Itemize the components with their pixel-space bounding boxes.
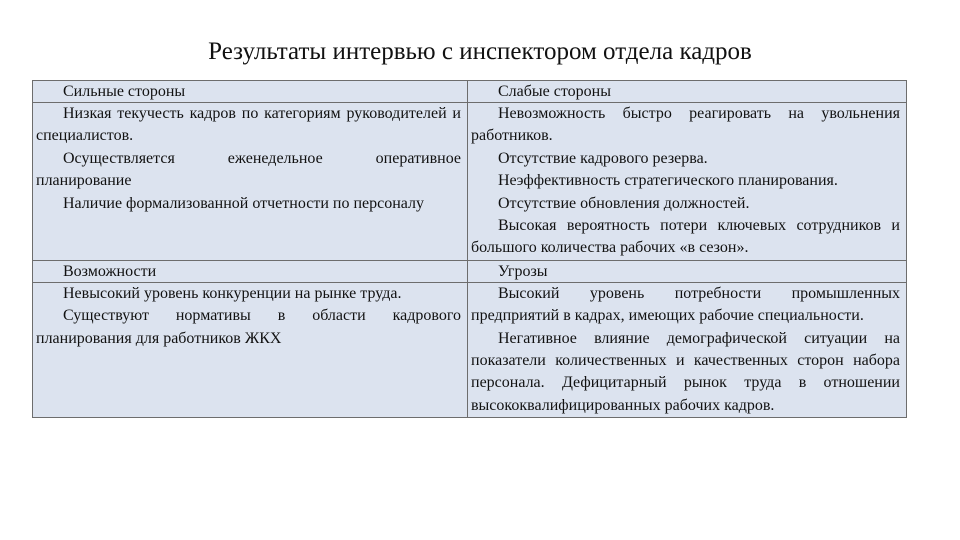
- weakness-item: Высокая вероятность потери ключевых сотрудников и большого количества рабочих «в сезон».: [471, 217, 900, 257]
- opportunities-header: Возможности: [63, 262, 157, 280]
- opportunity-item: Существуют нормативы в области кадрового планирования для работников ЖКХ: [36, 307, 461, 347]
- weaknesses-header: Слабые стороны: [498, 83, 611, 100]
- threats-cell: [468, 282, 907, 417]
- strength-item: Осуществляется еженедельное оперативное планирование: [36, 149, 461, 190]
- opportunity-item: Невысокий уровень конкуренции на рынке труда.: [63, 284, 402, 302]
- strengths-cell: [33, 103, 468, 261]
- strength-item: Наличие формализованной отчетности по персоналу: [63, 194, 424, 212]
- opportunities-cell: [33, 282, 468, 417]
- weakness-item: Невозможность быстро реагировать на увольнения работников.: [471, 105, 900, 145]
- table-row: [33, 282, 907, 417]
- table-row: [33, 81, 907, 103]
- threats-header-cell: [468, 260, 907, 282]
- threats-header: Угрозы: [498, 262, 548, 280]
- weaknesses-header-cell: [468, 81, 907, 103]
- strengths-header: Сильные стороны: [63, 83, 186, 100]
- weakness-item: Отсутствие кадрового резерва.: [498, 149, 708, 167]
- swot-table: [32, 80, 907, 418]
- threat-item: Негативное влияние демографической ситуации на показатели количественных и качественных сторон набора персонала. Дефицитарный рынок труда в отношении высококвалифицированных рабочих кадров.: [471, 329, 900, 414]
- weaknesses-cell: [468, 103, 907, 261]
- strengths-header-cell: [33, 81, 468, 103]
- opportunities-header-cell: [33, 260, 468, 282]
- threat-item: Высокий уровень потребности промышленных предприятий в кадрах, имеющих рабочие специальности.: [471, 284, 900, 325]
- table-row: [33, 260, 907, 282]
- table-row: [33, 103, 907, 261]
- strength-item: Низкая текучесть кадров по категориям руководителей и специалистов.: [36, 105, 461, 145]
- weakness-item: Отсутствие обновления должностей.: [498, 194, 750, 212]
- page-title: Результаты интервью с инспектором отдела кадров: [208, 38, 752, 65]
- weakness-item: Неэффективность стратегического планирования.: [498, 172, 838, 190]
